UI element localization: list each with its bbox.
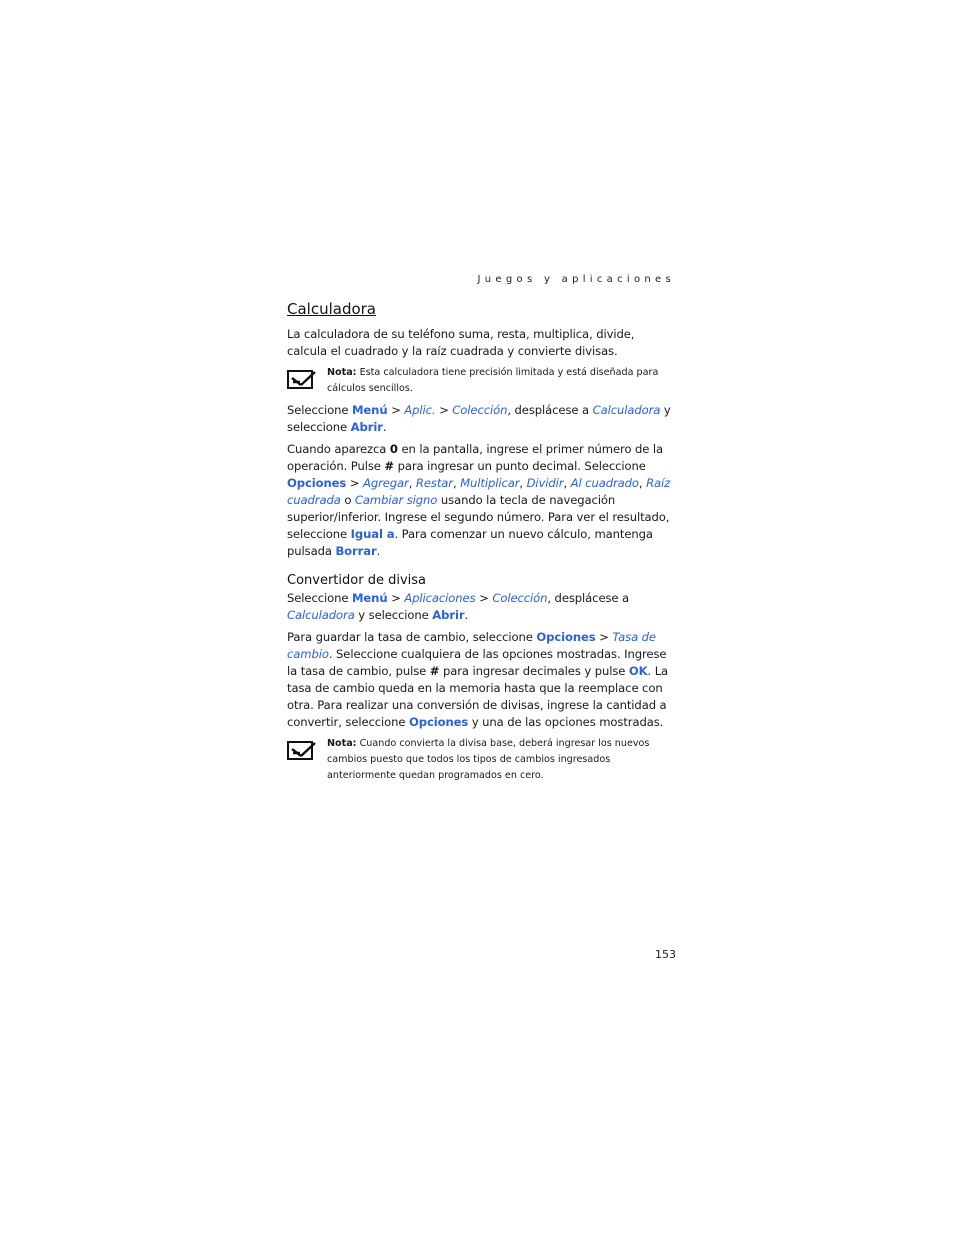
- calculadora-usage: Cuando aparezca 0 en la pantalla, ingrese el primer número de la operación. Pulse # para ingresar un punto decimal. Seleccione Opciones > Agregar, Restar, Multiplicar, Dividir, Al cuadrado, Raíz cuadrada o Cambiar signo usando la tecla de navegación superior/inferior. Ingrese el segundo número. Para ver el resultado, seleccione Igual a. Para comenzar un nuevo cálculo, mantenga pulsada Borrar.: [287, 442, 671, 558]
- tasa-de-cambio-link[interactable]: Tasa de cambio: [287, 630, 656, 661]
- calculadora-link[interactable]: Calculadora: [287, 608, 355, 622]
- agregar-link[interactable]: Agregar: [362, 476, 409, 490]
- convertidor-rate: Para guardar la tasa de cambio, seleccione Opciones > Tasa de cambio. Seleccione cualquiera de las opciones mostradas. Ingrese la tasa de cambio, pulse # para ingresar decimales y pulse OK. La tasa de cambio queda en la memoria hasta que la reemplace con otra. Para realizar una conversión de divisas, ingrese la cantidad a convertir, seleccione Opciones y una de las opciones mostradas.: [287, 630, 669, 729]
- abrir-link[interactable]: Abrir: [432, 608, 465, 622]
- abrir-link[interactable]: Abrir: [350, 420, 383, 434]
- multiplicar-link[interactable]: Multiplicar: [460, 476, 520, 490]
- dividir-link[interactable]: Dividir: [526, 476, 564, 490]
- opciones-link[interactable]: Opciones: [536, 630, 596, 644]
- note-calculadora: [287, 365, 677, 397]
- calculadora-select-path: Seleccione Menú > Aplic. > Colección, desplácese a Calculadora y seleccione Abrir.: [287, 403, 671, 434]
- note-icon: [287, 369, 317, 391]
- page-number: 153: [655, 948, 676, 961]
- calculadora-link[interactable]: Calculadora: [592, 403, 661, 417]
- note-icon: [287, 740, 317, 762]
- page-content: [287, 300, 677, 789]
- hash-key: #: [384, 459, 395, 473]
- menu-link[interactable]: Menú: [351, 591, 388, 605]
- note-convertidor: [287, 736, 677, 784]
- zero-key: 0: [389, 442, 398, 456]
- borrar-link[interactable]: Borrar: [335, 544, 377, 558]
- coleccion-link[interactable]: Colección: [452, 403, 508, 417]
- note-text: Cuando convierta la divisa base, deberá ingresar los nuevos cambios puesto que todos los tipos de cambios ingresados anteriormente quedan programados en cero.: [327, 738, 650, 781]
- hash-key: #: [429, 664, 440, 678]
- convertidor-select-path: Seleccione Menú > Aplicaciones > Colección, desplácese a Calculadora y seleccione Abrir.: [287, 591, 630, 622]
- note-label: Nota:: [327, 738, 357, 749]
- restar-link[interactable]: Restar: [415, 476, 453, 490]
- aplic-link[interactable]: Aplic.: [404, 403, 436, 417]
- coleccion-link[interactable]: Colección: [492, 591, 548, 605]
- aplicaciones-link[interactable]: Aplicaciones: [404, 591, 476, 605]
- raiz-cuadrada-link[interactable]: Raíz cuadrada: [287, 476, 671, 507]
- calculadora-intro: La calculadora de su teléfono suma, resta, multiplica, divide, calcula el cuadrado y la raíz cuadrada y convierte divisas.: [287, 327, 635, 358]
- cambiar-signo-link[interactable]: Cambiar signo: [354, 493, 438, 507]
- section-title-convertidor: Convertidor de divisa: [287, 573, 426, 588]
- note-text: Esta calculadora tiene precisión limitada y está diseñada para cálculos sencillos.: [327, 367, 659, 394]
- note-label: Nota:: [327, 367, 357, 378]
- running-header: Juegos y aplicaciones: [477, 274, 675, 285]
- section-title-calculadora: Calculadora: [287, 300, 377, 318]
- menu-link[interactable]: Menú: [351, 403, 388, 417]
- opciones-link-2[interactable]: Opciones: [409, 715, 469, 729]
- igual-a-link[interactable]: Igual a: [350, 527, 395, 541]
- opciones-link[interactable]: Opciones: [287, 476, 347, 490]
- al-cuadrado-link[interactable]: Al cuadrado: [570, 476, 639, 490]
- ok-link[interactable]: OK: [628, 664, 648, 678]
